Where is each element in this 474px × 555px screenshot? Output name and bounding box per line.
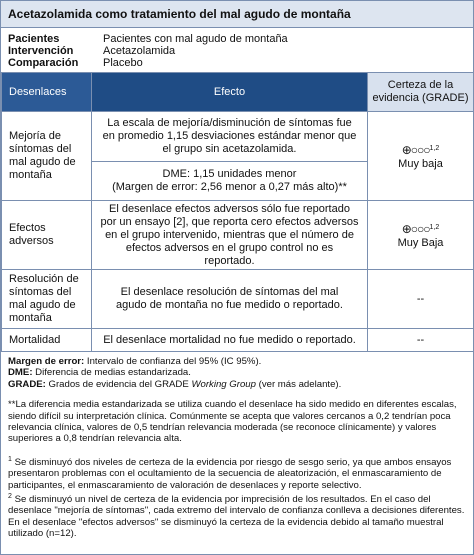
outcome-cell: Mortalidad xyxy=(2,329,92,352)
effect-cell: El desenlace mortalidad no fue medido o reportado. xyxy=(92,329,368,352)
outcome-cell: Efectos adversos xyxy=(2,201,92,270)
effect-cell: El desenlace resolución de síntomas del mal agudo de montaña no fue medido o reportado. xyxy=(92,270,368,329)
certainty-symbols: ⊕○○○ xyxy=(401,142,430,157)
pico-section xyxy=(1,28,473,72)
comparacion-value: Placebo xyxy=(103,57,143,69)
note-margen: Margen de error: Intervalo de confianza del 95% (IC 95%). xyxy=(8,356,262,367)
header-certainty: Certeza de la evidencia (GRADE) xyxy=(368,73,474,112)
footnote-2: $^2$ Se disminuyó un nivel de certeza de la evidencia por imprecisión de los resultados. En el caso del desenlace "mejoría de síntomas", cada extremo del intervalo de confianza conlleva a decisiones diferentes. En el desenlace "efectos adversos" se disminuyó la certeza de la evidencia debido al tamaño muestral utilizado (n=12). xyxy=(8,493,465,540)
note-grade: GRADE: Grados de evidencia del GRADE Working Group (ver más adelante). xyxy=(8,378,342,390)
dme-value: DME: 1,15 unidades menor xyxy=(162,167,297,180)
pacientes-value: Pacientes con mal agudo de montaña xyxy=(103,33,288,45)
pacientes-label: Pacientes xyxy=(8,33,60,45)
footnote-ref: 1,2 xyxy=(429,223,440,231)
footnotes xyxy=(1,352,473,540)
intervencion-label: Intervención xyxy=(8,45,74,57)
effect-cell: El desenlace efectos adversos sólo fue reportado por un ensayo [2], que reporta cero efectos adversos en el grupo intervenido, mientras que el número de efectos adversos en el grupo control no es reportado. xyxy=(92,201,368,270)
effect-cell: La escala de mejoría/disminución de síntomas fue en promedio 1,15 desviaciones estándar menor que el grupo sin acetazolamida. xyxy=(92,112,368,162)
certainty-cell xyxy=(368,112,474,201)
effect-dme-cell xyxy=(92,161,368,200)
certainty-cell: -- xyxy=(368,270,474,329)
header-outcomes: Desenlaces xyxy=(2,73,92,112)
table-header-row xyxy=(2,73,474,112)
note-dme: DME: Diferencia de medias estandarizada. xyxy=(8,367,191,379)
certainty-symbols: ⊕○○○ xyxy=(401,221,430,236)
findings-table xyxy=(1,72,474,352)
table-title: Acetazolamida como tratamiento del mal agudo de montaña xyxy=(1,1,473,28)
outcome-cell: Mejoría de síntomas del mal agudo de montaña xyxy=(2,112,92,201)
table-row xyxy=(2,112,474,162)
table-row xyxy=(2,201,474,270)
outcome-cell: Resolución de síntomas del mal agudo de montaña xyxy=(2,270,92,329)
certainty-cell: -- xyxy=(368,329,474,352)
footnote-ref: 1,2 xyxy=(429,144,440,152)
note-smd: **La diferencia media estandarizada se utiliza cuando el desenlace ha sido medido en diferentes escalas, siendo difícil su interpretación clínica. Comúnmente se acepta que valores cercanos a 0,2 tendrían poca relevancia clínica, valores de 0,5 tendrían relevancia moderada (se reconoce clínicamente) y valores superiores a 0,8 tendrían relevancia alta. xyxy=(8,399,457,445)
footnote-1: $^1$ Se disminuyó dos niveles de certeza de la evidencia por riesgo de sesgo serio, ya que ambos ensayos presentaron problemas con el ocultamiento de la secuencia de aleatorización, el enmascaramiento de participantes, el enmascaramiento de valoración de desenlaces y reporte selectivo. xyxy=(8,455,452,491)
comparacion-label: Comparación xyxy=(8,57,79,69)
certainty-level: Muy baja xyxy=(398,157,443,170)
table-row xyxy=(2,329,474,352)
header-effect: Efecto xyxy=(92,73,368,112)
certainty-level: Muy Baja xyxy=(397,236,444,249)
dme-margin: (Margen de error: 2,56 menor a 0,27 más alto)** xyxy=(112,180,347,193)
table-row xyxy=(2,270,474,329)
certainty-cell xyxy=(368,201,474,270)
intervencion-value: Acetazolamida xyxy=(103,45,176,57)
